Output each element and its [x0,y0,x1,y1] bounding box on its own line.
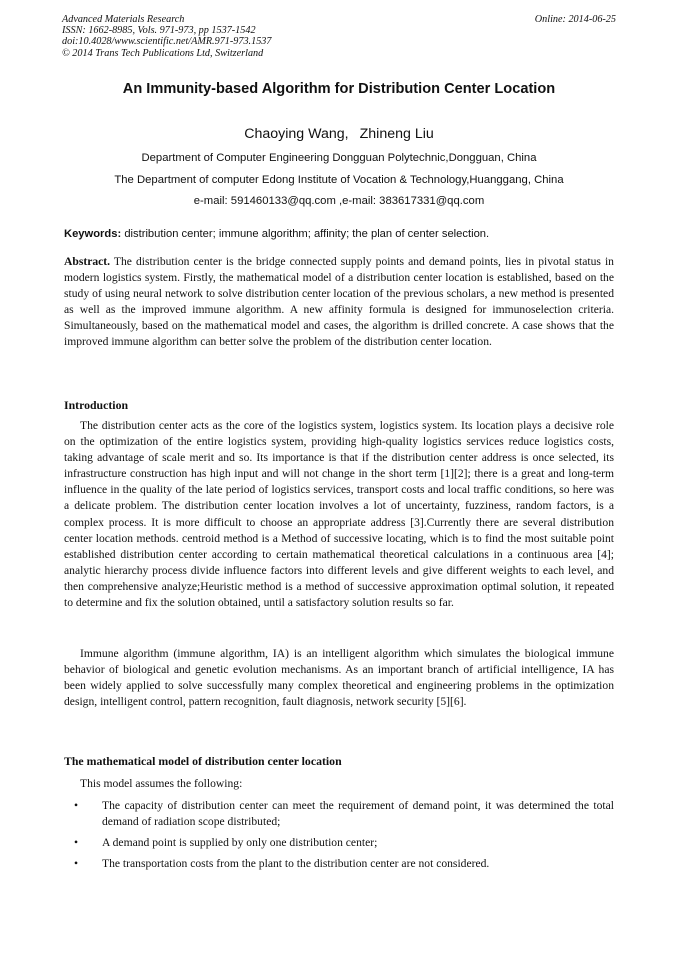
intro-paragraph-1: The distribution center acts as the core of the logistics system, logistics system. Its location plays a decisive role on the optimization of the entire logistics system, providing high-quality logistics services reduce logistics costs, taking advantage of scale merit and so. Its importance is that if the distribution center address is once selected, its infrastructure construction has high input and will not change in the short term [1][2]; there is a great and long-term influence in the quality of the late period of logistics services, transport costs and local traffic conditions, so here was a delicate problem. The distribution center location involves a lot of uncertainty, fuzziness, random factors, is a complex process. It is more difficult to choose an appropriate address [3].Currently there are several distribution center location methods. centroid method is a Method of successive locating, which is to find the most suitable point established distribution center according to certain mathematical theoretical calculations in a continuous area [4]; analytic hierarchy process divide influence factors into different levels and give different weights to each level, and then comprehensive analyze;Heuristic method is a method of successive approximation optimal solution, it repeated to determine and fix the solution obtained, until a satisfactory solution results so far. [64,419,614,610]
online-date: Online: 2014-06-25 [534,14,616,25]
affiliation: The Department of computer Edong Institute of Vocation & Technology,Huanggang, China [114,174,564,186]
intro-paragraph-2: Immune algorithm (immune algorithm, IA) is an intelligent algorithm which simulates the biological immune behavior of biological and genetic evolution mechanisms. As an important branch of artificial intelligence, IA has been widely applied to solve successfully many complex theoretical and engineering problems in the optimization design, intelligent control, pattern recognition, fault diagnosis, network security [5][6]. [64,647,614,709]
abstract-label: Abstract. [64,255,111,268]
paper-title: An Immunity-based Algorithm for Distribution Center Location [122,81,556,97]
journal-doi: doi:10.4028/www.scientific.net/AMR.971-973.1537 [62,36,272,48]
abstract-paragraph [64,254,614,351]
journal-name: Advanced Materials Research [62,14,185,25]
bullet-icon: • [74,836,79,850]
journal-header [62,14,618,59]
abstract-text: The distribution center is the bridge connected supply points and demand points, lies in pivotal status in modern logistics system. Firstly, the mathematical model of a distribution center location is established, based on the study of using neural network to solve distribution center location of the previous scholars, a new method is presented as well as the improved immune algorithm. A new affinity formula is designed for immunoselection criteria. Simultaneously, based on the mathematical model and cases, the algorithm is drilled concrete. A case shows that the improved immune algorithm can better solve the problem of the distribution center location. [64,255,614,349]
model-intro: This model assumes the following: [80,777,243,790]
author-list [0,126,678,142]
affiliation: Department of Computer Engineering Dongguan Polytechnic,Dongguan, China [141,152,537,164]
author-emails: e-mail: 591460133@qq.com ,e-mail: 383617331@qq.com [193,195,485,207]
author-name: Zhineng Liu [359,126,434,142]
section-heading-model: The mathematical model of distribution center location [64,754,342,768]
keywords-text: distribution center; immune algorithm; affinity; the plan of center selection. [124,228,490,240]
journal-copyright: © 2014 Trans Tech Publications Ltd, Switzerland [62,47,264,59]
section-heading-introduction: Introduction [64,398,129,412]
journal-issn: ISSN: 1662-8985, Vols. 971-973, pp 1537-1542 [62,25,256,37]
list-item: • The transportation costs from the plant to the distribution center are not considered. [64,856,614,872]
list-item: • A demand point is supplied by only one distribution center; [64,835,614,851]
author-name: Chaoying Wang, [244,126,349,142]
bullet-icon: • [74,857,79,871]
bullet-icon: • [74,799,79,812]
list-item: • The capacity of distribution center can meet the requirement of demand point, it was determined the total demand of radiation scope distributed; [74,799,614,829]
keywords-label: Keywords: [64,228,122,240]
keywords-line [64,228,620,240]
assumption-list [64,798,614,877]
